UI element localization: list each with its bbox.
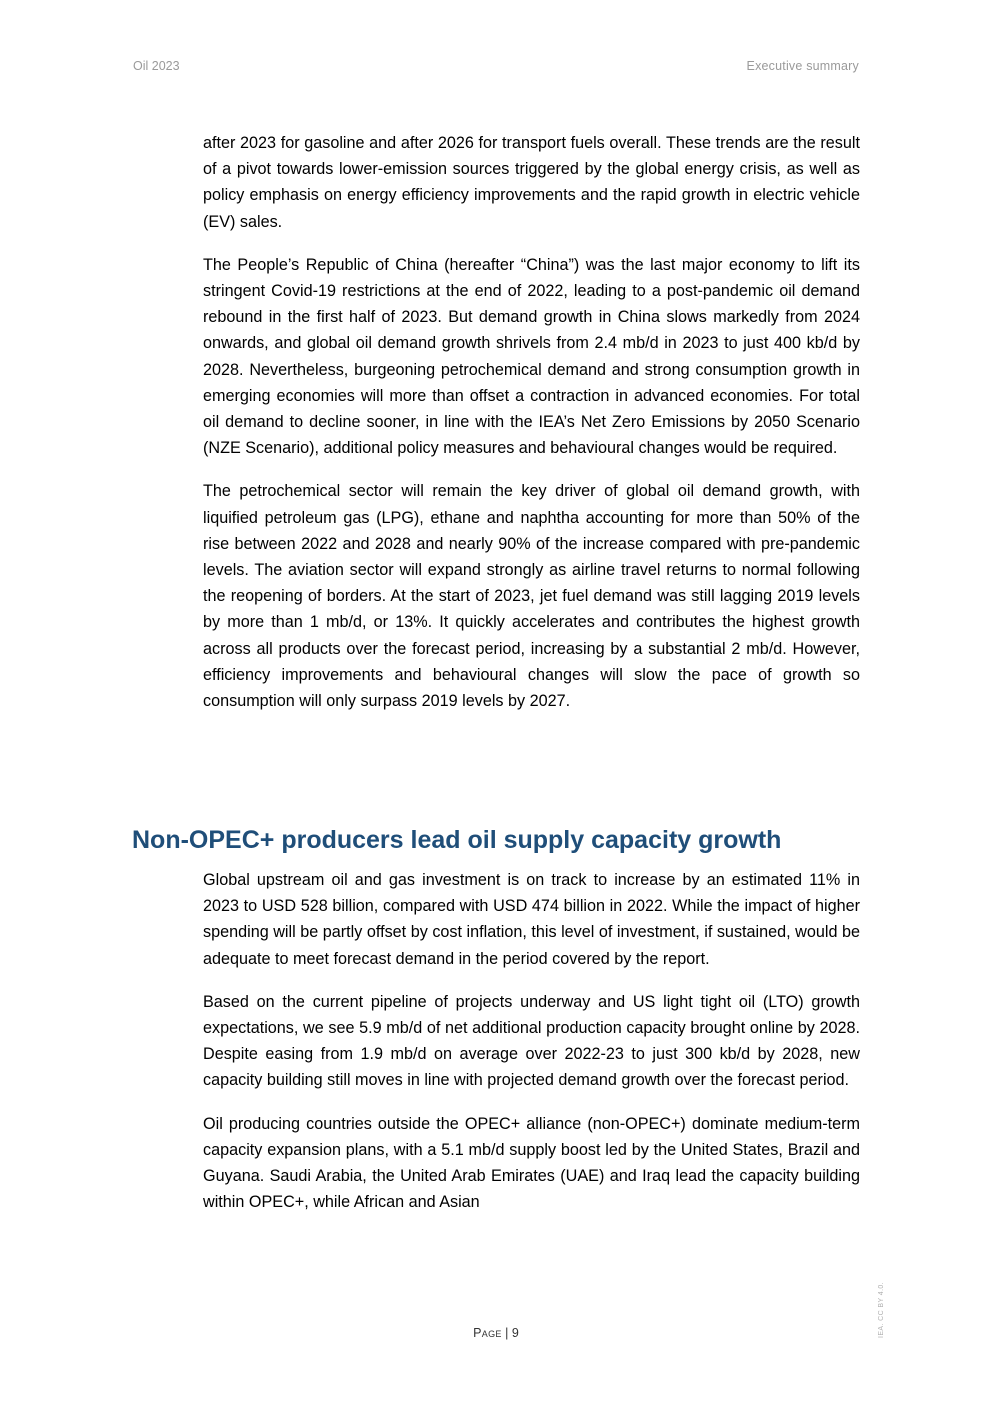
report-title: Oil 2023 bbox=[133, 59, 180, 73]
body-text-section-1 bbox=[203, 130, 860, 731]
paragraph: after 2023 for gasoline and after 2026 for transport fuels overall. These trends are the result of a pivot towards lower-emission sources triggered by the global energy crisis, as well as policy emphasis on energy efficiency improvements and the rapid growth in electric vehicle (EV) sales. bbox=[203, 134, 860, 231]
license-notice bbox=[870, 1280, 900, 1340]
body-text-section-2 bbox=[203, 867, 860, 1232]
page-number-value: 9 bbox=[511, 1326, 519, 1340]
page-separator: | bbox=[501, 1326, 512, 1340]
paragraph: Global upstream oil and gas investment is on track to increase by an estimated 11% in 2023 to USD 528 billion, compared with USD 474 billion in 2022. While the impact of higher spending will be partly offset by cost inflation, this level of investment, if sustained, would be adequate to meet forecast demand in the period covered by the report. bbox=[203, 871, 860, 968]
license-text: IEA. CC BY 4.0. bbox=[878, 1281, 885, 1338]
section-heading: Non-OPEC+ producers lead oil supply capacity growth bbox=[132, 826, 782, 854]
page-label: Page bbox=[473, 1326, 502, 1340]
section-title: Executive summary bbox=[746, 59, 859, 73]
paragraph: The petrochemical sector will remain the key driver of global oil demand growth, with liquified petroleum gas (LPG), ethane and naphtha accounting for more than 50% of the rise between 2022 and 2028 and nearly 90% of the increase compared with pre-pandemic levels. The aviation sector will expand strongly as airline travel returns to normal following the reopening of borders. At the start of 2023, jet fuel demand was still lagging 2019 levels by more than 1 mb/d, or 13%. It quickly accelerates and contributes the highest growth across all products over the forecast period, increasing by a substantial 2 mb/d. However, efficiency improvements and behavioural changes will slow the pace of growth so consumption will only surpass 2019 levels by 2027. bbox=[203, 482, 860, 711]
page-number bbox=[0, 1326, 992, 1340]
paragraph: Based on the current pipeline of projects underway and US light tight oil (LTO) growth expectations, we see 5.9 mb/d of net additional production capacity brought online by 2028. Despite easing from 1.9 mb/d on average over 2022-23 to just 300 kb/d by 2028, new capacity building still moves in line with projected demand growth over the forecast period. bbox=[203, 992, 860, 1090]
paragraph: The People’s Republic of China (hereafter “China”) was the last major economy to lift its stringent Covid-19 restrictions at the end of 2022, leading to a post-pandemic oil demand rebound in the first half of 2023. But demand growth in China slows markedly from 2024 onwards, and global oil demand growth shrivels from 2.4 mb/d in 2023 to just 400 kb/d by 2028. Nevertheless, burgeoning petrochemical demand and strong consumption growth in emerging economies will more than offset a contraction in advanced economies. For total oil demand to decline sooner, in line with the IEA’s Net Zero Emissions by 2050 Scenario (NZE Scenario), additional policy measures and behavioural changes would be required. bbox=[203, 255, 860, 458]
paragraph: Oil producing countries outside the OPEC+ alliance (non-OPEC+) dominate medium-term capacity expansion plans, with a 5.1 mb/d supply boost led by the United States, Brazil and Guyana. Saudi Arabia, the United Arab Emirates (UAE) and Iraq lead the capacity building within OPEC+, while African and Asian bbox=[203, 1114, 860, 1212]
